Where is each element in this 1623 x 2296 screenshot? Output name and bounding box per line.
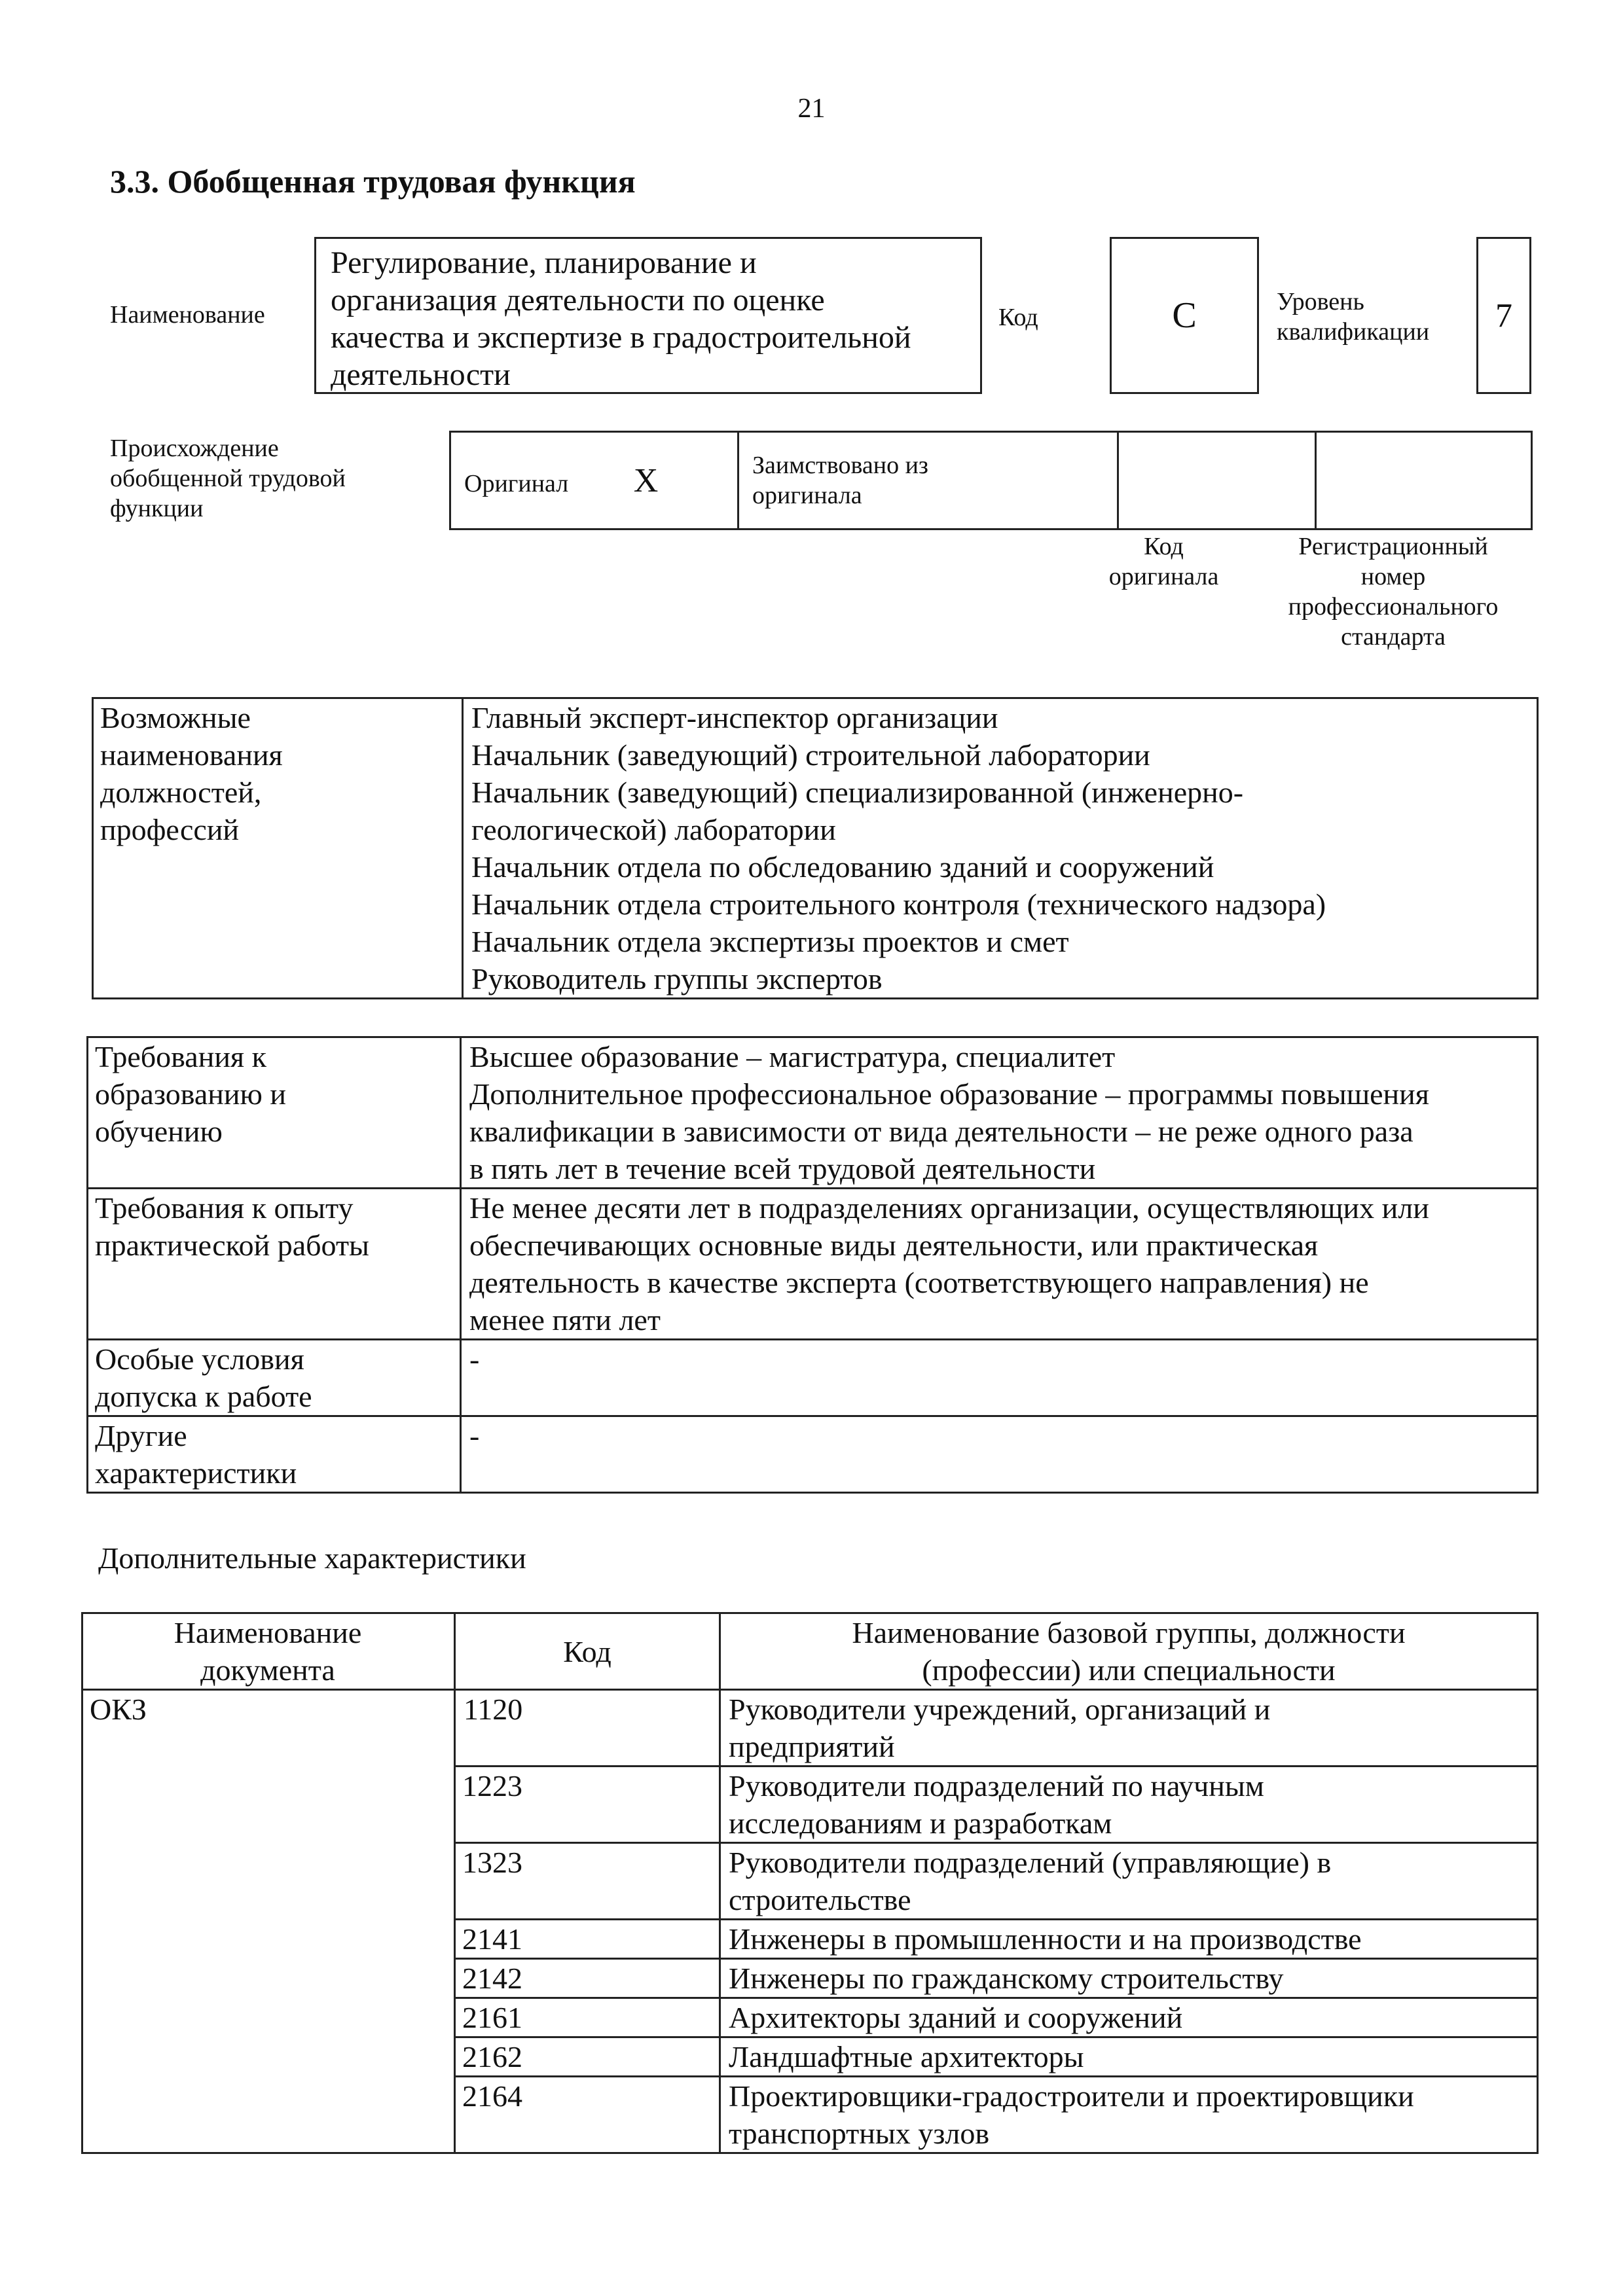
okz-name [720,2037,1538,2077]
requirement-label-line: образованию и [95,1077,286,1111]
okz-name-line: исследованиям и разработкам [729,1806,1112,1840]
okz-name [720,1998,1538,2037]
requirement-value-line: Не менее десяти лет в подразделениях организации, осуществляющих или [469,1191,1429,1225]
requirement-value-line: обеспечивающих основные виды деятельности, или практическая [469,1229,1319,1262]
requirement-value-line: Высшее образование – магистратура, специалитет [469,1040,1116,1073]
section-title: 3.3. Обобщенная трудовая функция [110,163,636,200]
extra-header-row [82,1613,1538,1690]
position-item: геологической) лаборатории [471,813,836,846]
okz-code: 2164 [455,2077,720,2153]
requirements-table [86,1036,1539,1494]
position-item: Начальник отдела экспертизы проектов и смет [471,925,1069,958]
requirement-label-cell [88,1340,461,1416]
page-number: 21 [797,94,826,124]
requirement-value-cell [461,1340,1538,1416]
code-original-caption [1074,531,1254,592]
requirement-label-line: Требования к опыту [95,1191,354,1225]
okz-name-line: Руководители подразделений (управляющие) в [729,1846,1332,1879]
origin-label-line: Происхождение [110,435,279,462]
borrowed-label-line: Заимствовано из [752,452,928,479]
okz-name-line: Руководители учреждений, организаций и [729,1693,1271,1726]
okz-name-line: Проектировщики-градостроители и проектировщики [729,2079,1414,2113]
requirement-label-cell [88,1037,461,1189]
okz-name-line: строительстве [729,1883,911,1916]
caption-line: номер [1360,563,1426,590]
extra-header-code: Код [455,1613,720,1690]
requirement-row [88,1037,1538,1189]
requirement-label-line: Требования к [95,1040,266,1073]
okz-name-line: Архитекторы зданий и сооружений [729,2001,1183,2034]
position-item: Начальник (заведующий) специализированной (инженерно- [471,776,1244,809]
okz-name-line: Инженеры в промышленности и на производстве [729,1922,1362,1956]
table-row [82,1690,1538,1767]
origin-original-cell [450,432,739,529]
okz-code: 1323 [455,1843,720,1920]
extra-document-cell: ОКЗ [82,1690,455,2153]
caption-line: Регистрационный [1298,533,1488,560]
origin-label-line: функции [110,495,204,522]
requirement-value-line: деятельность в качестве эксперта (соответствующего направления) не [469,1266,1369,1299]
requirement-row [88,1416,1538,1493]
okz-name [720,1959,1538,1998]
header-line: Наименование базовой группы, должности [852,1616,1406,1649]
code-label: Код [998,304,1038,331]
okz-name-line: предприятий [729,1730,895,1763]
positions-label-line: Возможные [100,701,251,734]
requirement-value-line: менее пяти лет [469,1303,661,1336]
header-line: Наименование [173,1616,362,1649]
okz-code: 2162 [455,2037,720,2077]
origin-table [449,431,1533,530]
requirement-value-cell [461,1037,1538,1189]
original-mark: X [633,461,659,499]
okz-name [720,1690,1538,1767]
function-name-line: организация деятельности по оценке [331,283,825,317]
header-line: документа [200,1653,335,1687]
origin-label-line: обобщенной трудовой [110,465,346,492]
requirement-label-cell [88,1416,461,1493]
header-line: (профессии) или специальности [922,1653,1336,1687]
level-value: 7 [1476,237,1531,394]
requirement-label-line: Особые условия [95,1342,304,1376]
position-item: Начальник отдела по обследованию зданий и сооружений [471,850,1214,884]
caption-line: оригинала [1108,563,1219,590]
function-name-line: качества и экспертизе в градостроительной [331,320,911,355]
reg-number-caption [1254,531,1533,652]
requirement-row [88,1189,1538,1340]
requirement-label-line: Другие [95,1419,187,1452]
okz-code: 2161 [455,1998,720,2037]
extra-title: Дополнительные характеристики [98,1541,526,1575]
requirement-value-line: Дополнительное профессиональное образование – программы повышения [469,1077,1429,1111]
okz-name-line: транспортных узлов [729,2117,990,2150]
borrowed-label-line: оригинала [752,482,862,509]
original-label: Оригинал [464,469,569,497]
origin-code-cell [1118,432,1316,529]
requirement-value-cell [461,1189,1538,1340]
requirement-value-line: квалификации в зависимости от вида деятельности – не реже одного раза [469,1115,1413,1148]
positions-list-cell [463,698,1538,999]
positions-label-line: наименования [100,738,283,772]
okz-code: 2142 [455,1959,720,1998]
okz-name-line: Ландшафтные архитекторы [729,2040,1084,2073]
requirement-label-cell [88,1189,461,1340]
requirement-row [88,1340,1538,1416]
position-item: Руководитель группы экспертов [471,962,883,996]
caption-line: стандарта [1341,623,1446,651]
requirement-label-line: обучению [95,1115,223,1148]
okz-name [720,1920,1538,1959]
requirement-value-line: в пять лет в течение всей трудовой деятельности [469,1152,1096,1185]
okz-name [720,1767,1538,1843]
okz-name [720,1843,1538,1920]
okz-name-line: Инженеры по гражданскому строительству [729,1962,1284,1995]
origin-regnum-cell [1316,432,1532,529]
extra-header-doc [82,1613,455,1690]
positions-label-cell [93,698,463,999]
position-item: Начальник (заведующий) строительной лаборатории [471,738,1150,772]
function-name-line: деятельности [331,357,511,392]
okz-code: 1120 [455,1690,720,1767]
caption-line: Код [1144,533,1184,560]
requirement-label-line: характеристики [95,1456,297,1490]
okz-code: 1223 [455,1767,720,1843]
function-name-line: Регулирование, планирование и [331,245,757,280]
requirement-value-cell [461,1416,1538,1493]
name-label: Наименование [110,301,265,329]
position-item: Начальник отдела строительного контроля (технического надзора) [471,888,1326,921]
extra-table [81,1612,1539,2154]
requirement-label-line: допуска к работе [95,1380,312,1413]
positions-table [92,697,1539,999]
okz-name-line: Руководители подразделений по научным [729,1769,1264,1803]
caption-line: профессионального [1288,593,1499,620]
origin-borrowed-cell [739,432,1118,529]
function-name-box [314,237,982,394]
requirement-value-line: - [469,1419,480,1452]
position-item: Главный эксперт-инспектор организации [471,701,998,734]
level-label-line: квалификации [1277,318,1430,346]
level-label-line: Уровень [1277,288,1364,315]
extra-header-group [720,1613,1538,1690]
okz-code: 2141 [455,1920,720,1959]
origin-label [110,433,346,524]
requirement-value-line: - [469,1342,480,1376]
positions-label-line: профессий [100,813,240,846]
requirement-label-line: практической работы [95,1229,369,1262]
level-label [1277,287,1429,347]
okz-name [720,2077,1538,2153]
positions-label-line: должностей, [100,776,262,809]
code-value: C [1110,237,1259,394]
